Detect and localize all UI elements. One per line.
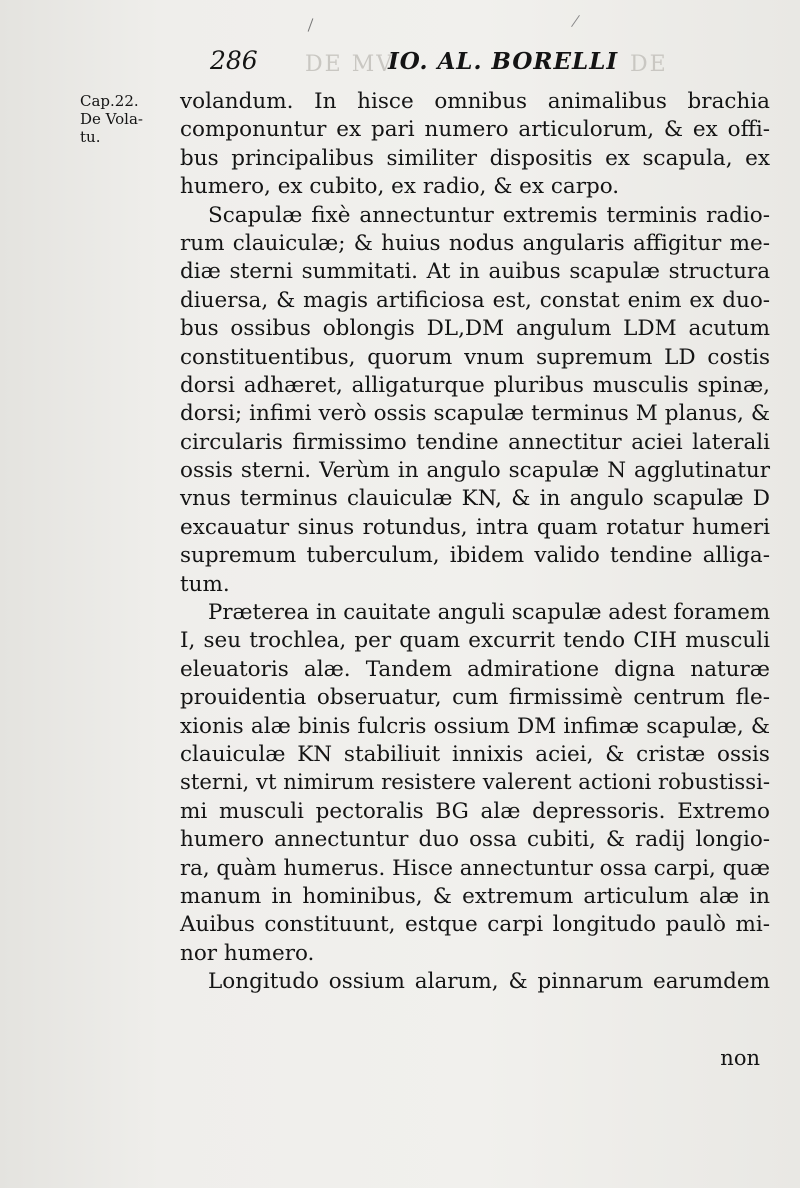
- text-line: eleuatoris alæ. Tandem admiratione digna naturæ: [180, 656, 771, 682]
- text-line: diæ sterni summitati. At in auibus scapulæ structura: [180, 259, 771, 285]
- show-through-text: DE: [630, 52, 668, 77]
- paragraph: [180, 599, 780, 968]
- margin-mark: [308, 18, 314, 31]
- text-line: tum.: [180, 571, 230, 597]
- text-line: clauiculæ KN stabiliuit innixis aciei, & cristæ ossis: [180, 741, 770, 767]
- text-line: sterni, vt nimirum resistere valerent actioni robustissi-: [180, 770, 771, 796]
- body-text: [180, 88, 780, 997]
- text-line: diuersa, & magis artificiosa est, constat enim ex duo-: [180, 287, 771, 313]
- margin-note-line: tu.: [80, 128, 101, 146]
- text-line: Præterea in cauitate anguli scapulæ adest foramem: [208, 600, 771, 626]
- text-line: humero, ex cubito, ex radio, & ex carpo.: [180, 174, 620, 200]
- margin-note-line: De Vola-: [80, 110, 143, 128]
- text-line: Longitudo ossium alarum, & pinnarum earumdem: [208, 969, 770, 995]
- running-head: IO. AL. BORELLI: [388, 48, 619, 75]
- text-line: bus ossibus oblongis DL,DM angulum LDM acutum: [180, 316, 771, 342]
- margin-note-line: Cap.22.: [80, 92, 139, 110]
- show-through-text: DE MV: [305, 52, 395, 77]
- text-line: excauatur sinus rotundus, intra quam rotatur humeri: [180, 514, 770, 540]
- margin-mark: [571, 15, 580, 27]
- text-line: bus principalibus similiter dispositis ex scapula, ex: [180, 145, 771, 171]
- paragraph: [180, 88, 780, 202]
- paragraph: [180, 968, 780, 996]
- text-line: mi musculi pectoralis BG alæ depressoris. Extremo: [180, 798, 770, 824]
- text-line: manum in hominibus, & extremum articulum alæ in: [180, 883, 770, 909]
- page-header: [200, 46, 760, 80]
- text-line: humero annectuntur duo ossa cubiti, & radij longio-: [180, 827, 771, 853]
- text-line: xionis alæ binis fulcris ossium DM infimæ scapulæ, &: [180, 713, 770, 739]
- text-line: ossis sterni. Verùm in angulo scapulæ N agglutinatur: [180, 458, 770, 484]
- text-line: prouidentia obseruatur, cum firmissimè centrum fle-: [180, 685, 770, 711]
- text-line: dorsi adhæret, alligaturque pluribus musculis spinæ,: [180, 372, 770, 398]
- page-number: 286: [210, 46, 258, 75]
- text-line: constituentibus, quorum vnum supremum LD costis: [180, 344, 770, 370]
- catchword: non: [720, 1046, 760, 1070]
- text-line: supremum tuberculum, ibidem valido tendine alliga-: [180, 543, 770, 569]
- text-line: rum clauiculæ; & huius nodus angularis affigitur me-: [180, 230, 770, 256]
- text-line: componuntur ex pari numero articulorum, & ex offi-: [180, 117, 770, 143]
- margin-note: [80, 92, 180, 146]
- text-line: dorsi; infimi verò ossis scapulæ terminus M planus, &: [180, 401, 770, 427]
- text-line: circularis firmissimo tendine annectitur aciei laterali: [180, 429, 771, 455]
- text-line: nor humero.: [180, 940, 315, 966]
- text-line: Scapulæ fixè annectuntur extremis terminis radio-: [208, 202, 771, 228]
- text-line: Auibus constituunt, estque carpi longitudo paulò mi-: [180, 912, 770, 938]
- text-line: vnus terminus clauiculæ KN, & in angulo scapulæ D: [180, 486, 771, 512]
- text-line: ra, quàm humerus. Hisce annectuntur ossa carpi, quæ: [180, 855, 770, 881]
- text-line: I, seu trochlea, per quam excurrit tendo CIH musculi: [180, 628, 770, 654]
- text-line: volandum. In hisce omnibus animalibus brachia: [180, 89, 770, 114]
- paragraph: [180, 202, 780, 599]
